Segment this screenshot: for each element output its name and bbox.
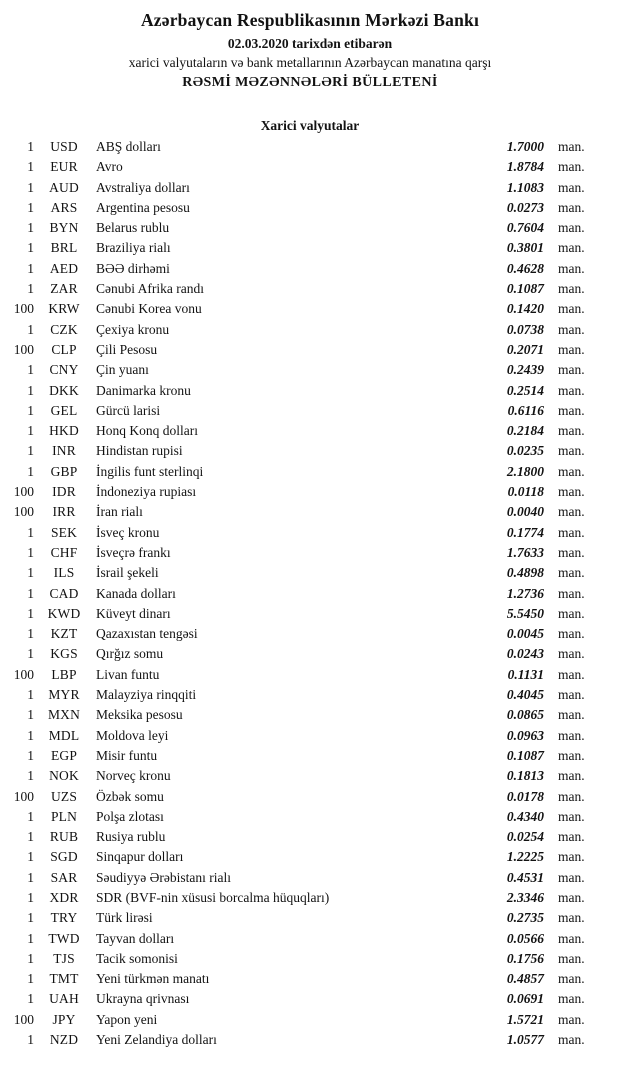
- rate-row: [0, 299, 620, 319]
- quantity-cell: 100: [13, 484, 34, 500]
- unit-cell: man.: [558, 889, 585, 905]
- rate-row: [0, 969, 620, 989]
- rate-row: [0, 908, 620, 928]
- rate-row: [0, 847, 620, 867]
- quantity-cell: 1: [27, 402, 34, 418]
- currency-name-cell: SDR (BVF-nin xüsusi borcalma hüquqları): [96, 889, 330, 905]
- rate-cell: 0.0254: [506, 829, 544, 845]
- quantity-cell: 1: [27, 747, 34, 763]
- unit-cell: man.: [558, 646, 585, 662]
- quantity-cell: 100: [13, 341, 34, 357]
- currency-code-cell: ILS: [53, 565, 75, 581]
- rate-row: [0, 441, 620, 461]
- currency-code-cell: GEL: [50, 402, 78, 418]
- rate-row: [0, 462, 620, 482]
- rate-row: [0, 421, 620, 441]
- unit-cell: man.: [558, 301, 585, 317]
- rate-cell: 0.3801: [506, 240, 544, 256]
- rate-row: [0, 665, 620, 685]
- quantity-cell: 1: [27, 910, 34, 926]
- currency-code-cell: USD: [50, 139, 78, 154]
- quantity-cell: 100: [13, 301, 34, 317]
- currency-code-cell: AUD: [49, 179, 79, 195]
- currency-code-cell: INR: [52, 443, 76, 459]
- rate-cell: 0.4628: [506, 260, 544, 276]
- rate-cell: 0.1756: [506, 950, 544, 966]
- currency-code-cell: CLP: [51, 341, 77, 357]
- unit-cell: man.: [558, 159, 585, 175]
- currency-code-cell: KRW: [48, 301, 80, 317]
- currency-code-cell: SGD: [50, 849, 78, 865]
- currency-name-cell: Ukrayna qrivnası: [96, 991, 190, 1007]
- unit-cell: man.: [558, 362, 585, 378]
- currency-name-cell: Sinqapur dolları: [96, 849, 184, 865]
- currency-name-cell: Səudiyyə Ərəbistanı rialı: [96, 869, 231, 885]
- currency-name-cell: Malayziya rinqqiti: [96, 687, 197, 703]
- unit-cell: man.: [558, 423, 585, 439]
- currency-name-cell: Yeni Zelandiya dolları: [96, 1032, 217, 1048]
- unit-cell: man.: [558, 544, 585, 560]
- currency-name-cell: Qazaxıstan tengəsi: [96, 626, 198, 642]
- rate-cell: 1.2225: [506, 849, 544, 865]
- rate-row: [0, 401, 620, 421]
- bulletin-title: RƏSMİ MƏZƏNNƏLƏRİ BÜLLETENİ: [182, 75, 438, 90]
- unit-cell: man.: [558, 768, 585, 784]
- quantity-cell: 1: [27, 687, 34, 703]
- currency-code-cell: DKK: [49, 382, 79, 398]
- quantity-cell: 1: [27, 321, 34, 337]
- unit-cell: man.: [558, 971, 585, 987]
- currency-code-cell: CNY: [49, 362, 79, 378]
- rate-row: [0, 340, 620, 360]
- rate-cell: 1.7633: [506, 544, 544, 560]
- rate-row: [0, 888, 620, 908]
- currency-name-cell: İngilis funt sterlinqi: [96, 463, 204, 479]
- currency-code-cell: TWD: [48, 930, 80, 946]
- rate-cell: 0.0118: [507, 484, 544, 500]
- unit-cell: man.: [558, 565, 585, 581]
- currency-name-cell: Rusiya rublu: [96, 829, 166, 845]
- rate-row: [0, 178, 620, 198]
- quantity-cell: 1: [27, 362, 34, 378]
- currency-code-cell: IDR: [52, 484, 76, 500]
- currency-code-cell: SAR: [50, 869, 78, 885]
- rate-row: [0, 543, 620, 563]
- quantity-cell: 100: [13, 504, 34, 520]
- currency-name-cell: Braziliya rialı: [96, 240, 171, 256]
- rate-cell: 1.2736: [506, 585, 544, 601]
- quantity-cell: 1: [27, 626, 34, 642]
- rate-cell: 0.4898: [506, 565, 544, 581]
- currency-code-cell: KGS: [50, 646, 78, 662]
- currency-code-cell: UZS: [50, 788, 78, 804]
- rate-row: [0, 685, 620, 705]
- quantity-cell: 1: [27, 423, 34, 439]
- quantity-cell: 1: [27, 240, 34, 256]
- rate-row: [0, 238, 620, 258]
- quantity-cell: 100: [13, 666, 34, 682]
- currency-name-cell: Misir funtu: [96, 747, 158, 763]
- quantity-cell: 1: [27, 159, 34, 175]
- rate-row: [0, 584, 620, 604]
- quantity-cell: 1: [27, 463, 34, 479]
- unit-cell: man.: [558, 687, 585, 703]
- rate-cell: 0.0235: [506, 443, 544, 459]
- rate-row: [0, 624, 620, 644]
- unit-cell: man.: [558, 869, 585, 885]
- unit-cell: man.: [558, 788, 585, 804]
- currency-code-cell: MYR: [48, 687, 80, 703]
- rate-cell: 0.0273: [506, 199, 544, 215]
- unit-cell: man.: [558, 991, 585, 1007]
- quantity-cell: 1: [27, 382, 34, 398]
- unit-cell: man.: [558, 666, 585, 682]
- rate-row: [0, 746, 620, 766]
- currency-code-cell: PLN: [50, 808, 78, 824]
- currency-code-cell: BRL: [50, 240, 78, 256]
- currency-code-cell: XDR: [49, 889, 79, 905]
- currency-name-cell: Honq Konq dolları: [96, 423, 198, 439]
- unit-cell: man.: [558, 463, 585, 479]
- rate-cell: 2.3346: [506, 889, 544, 905]
- rate-cell: 1.7000: [506, 139, 544, 154]
- currency-name-cell: Türk lirəsi: [96, 910, 153, 926]
- quantity-cell: 1: [27, 707, 34, 723]
- unit-cell: man.: [558, 930, 585, 946]
- rate-cell: 0.0865: [506, 707, 544, 723]
- rate-row: [0, 198, 620, 218]
- rate-cell: 0.2184: [506, 423, 544, 439]
- rate-row: [0, 1030, 620, 1050]
- currency-code-cell: GBP: [50, 463, 78, 479]
- quantity-cell: 1: [27, 768, 34, 784]
- rate-cell: 0.1131: [507, 666, 544, 682]
- quantity-cell: 1: [27, 646, 34, 662]
- rate-row: [0, 949, 620, 969]
- currency-name-cell: Cənubi Afrika randı: [96, 281, 204, 297]
- unit-cell: man.: [558, 504, 585, 520]
- unit-cell: man.: [558, 443, 585, 459]
- rate-row: [0, 137, 620, 157]
- currency-code-cell: UAH: [49, 991, 79, 1007]
- quantity-cell: 1: [27, 524, 34, 540]
- quantity-cell: 1: [27, 585, 34, 601]
- rate-cell: 0.6116: [507, 402, 544, 418]
- rate-cell: 0.0963: [506, 727, 544, 743]
- rate-cell: 0.1420: [506, 301, 544, 317]
- currency-code-cell: ZAR: [50, 281, 78, 297]
- currency-code-cell: CZK: [50, 321, 78, 337]
- rate-row: [0, 726, 620, 746]
- currency-name-cell: BƏƏ dirhəmi: [96, 260, 170, 276]
- quantity-cell: 1: [27, 869, 34, 885]
- rate-row: [0, 644, 620, 664]
- rate-cell: 0.0691: [506, 991, 544, 1007]
- quantity-cell: 100: [13, 788, 34, 804]
- quantity-cell: 1: [27, 199, 34, 215]
- rate-row: [0, 482, 620, 502]
- rate-row: [0, 563, 620, 583]
- unit-cell: man.: [558, 829, 585, 845]
- rate-cell: 0.1087: [506, 747, 544, 763]
- rate-row: [0, 523, 620, 543]
- rate-row: [0, 381, 620, 401]
- rate-cell: 0.1774: [506, 524, 544, 540]
- currency-name-cell: Özbək somu: [96, 788, 164, 804]
- unit-cell: man.: [558, 260, 585, 276]
- unit-cell: man.: [558, 402, 585, 418]
- rate-cell: 1.0577: [506, 1032, 544, 1048]
- currency-name-cell: Kanada dolları: [96, 585, 176, 601]
- currency-code-cell: CAD: [49, 585, 79, 601]
- currency-code-cell: TRY: [50, 910, 78, 926]
- currency-name-cell: İsrail şekeli: [96, 565, 159, 581]
- unit-cell: man.: [558, 139, 585, 154]
- quantity-cell: 1: [27, 1032, 34, 1048]
- unit-cell: man.: [558, 220, 585, 236]
- currency-name-cell: Çin yuanı: [96, 362, 149, 378]
- rate-row: [0, 360, 620, 380]
- rate-cell: 1.5721: [506, 1011, 544, 1027]
- rate-cell: 0.7604: [506, 220, 544, 236]
- rate-row: [0, 502, 620, 522]
- rate-cell: 0.4045: [506, 687, 544, 703]
- currency-name-cell: Norveç kronu: [96, 768, 171, 784]
- unit-cell: man.: [558, 321, 585, 337]
- unit-cell: man.: [558, 341, 585, 357]
- quantity-cell: 1: [27, 930, 34, 946]
- rate-row: [0, 868, 620, 888]
- unit-cell: man.: [558, 849, 585, 865]
- currency-name-cell: Çexiya kronu: [96, 321, 170, 337]
- section-title-foreign-currencies: Xarici valyutalar: [260, 118, 360, 133]
- rate-row: [0, 157, 620, 177]
- unit-cell: man.: [558, 707, 585, 723]
- currency-code-cell: NZD: [49, 1032, 79, 1048]
- rate-cell: 0.0178: [506, 788, 544, 804]
- currency-code-cell: BYN: [49, 220, 79, 236]
- quantity-cell: 1: [27, 971, 34, 987]
- currency-name-cell: Livan funtu: [96, 666, 160, 682]
- unit-cell: man.: [558, 199, 585, 215]
- unit-cell: man.: [558, 727, 585, 743]
- rate-row: [0, 1010, 620, 1030]
- unit-cell: man.: [558, 1011, 585, 1027]
- quantity-cell: 1: [27, 605, 34, 621]
- currency-code-cell: EUR: [50, 159, 78, 175]
- quantity-cell: 1: [27, 991, 34, 1007]
- currency-code-cell: TJS: [53, 950, 75, 966]
- unit-cell: man.: [558, 585, 585, 601]
- rate-row: [0, 705, 620, 725]
- quantity-cell: 1: [27, 443, 34, 459]
- currency-code-cell: NOK: [49, 768, 79, 784]
- currency-name-cell: Danimarka kronu: [96, 382, 191, 398]
- currency-name-cell: Hindistan rupisi: [96, 443, 183, 459]
- currency-code-cell: SEK: [50, 524, 78, 540]
- quantity-cell: 1: [27, 544, 34, 560]
- quantity-cell: 1: [27, 281, 34, 297]
- rate-cell: 0.2735: [506, 910, 544, 926]
- unit-cell: man.: [558, 484, 585, 500]
- quantity-cell: 1: [27, 260, 34, 276]
- currency-code-cell: JPY: [52, 1011, 76, 1027]
- currency-code-cell: RUB: [49, 829, 79, 845]
- currency-name-cell: Tacik somonisi: [96, 950, 178, 966]
- currency-name-cell: Qırğız somu: [96, 646, 164, 662]
- unit-cell: man.: [558, 626, 585, 642]
- unit-cell: man.: [558, 1032, 585, 1048]
- currency-name-cell: Küveyt dinarı: [96, 605, 171, 621]
- currency-name-cell: Avstraliya dolları: [96, 179, 190, 195]
- currency-name-cell: İran rialı: [96, 504, 143, 520]
- rate-cell: 0.0040: [506, 504, 544, 520]
- currency-code-cell: KZT: [50, 626, 78, 642]
- currency-name-cell: Meksika pesosu: [96, 707, 183, 723]
- rate-cell: 1.8784: [506, 159, 544, 175]
- quantity-cell: 1: [27, 179, 34, 195]
- rate-row: [0, 604, 620, 624]
- currency-name-cell: Tayvan dolları: [96, 930, 175, 946]
- rate-cell: 0.1813: [506, 768, 544, 784]
- currency-name-cell: Çili Pesosu: [96, 341, 158, 357]
- rate-cell: 0.2514: [506, 382, 544, 398]
- currency-code-cell: IRR: [52, 504, 76, 520]
- currency-name-cell: İsveç kronu: [96, 524, 160, 540]
- rate-cell: 5.5450: [506, 605, 544, 621]
- currency-code-cell: EGP: [50, 747, 78, 763]
- currency-name-cell: Moldova leyi: [96, 727, 169, 743]
- rate-row: [0, 929, 620, 949]
- effective-date-line: 02.03.2020 tarixdən etibarən: [227, 36, 393, 51]
- rate-cell: 0.0045: [506, 626, 544, 642]
- unit-cell: man.: [558, 605, 585, 621]
- unit-cell: man.: [558, 524, 585, 540]
- rate-cell: 0.1087: [506, 281, 544, 297]
- unit-cell: man.: [558, 808, 585, 824]
- subtitle-line: xarici valyutaların və bank metallarının Azərbaycan manatına qarşı: [128, 55, 492, 70]
- rate-row: [0, 827, 620, 847]
- currency-code-cell: AED: [49, 260, 79, 276]
- unit-cell: man.: [558, 382, 585, 398]
- quantity-cell: 1: [27, 220, 34, 236]
- unit-cell: man.: [558, 281, 585, 297]
- rate-cell: 1.1083: [506, 179, 544, 195]
- document-header: [0, 0, 620, 93]
- unit-cell: man.: [558, 240, 585, 256]
- rate-cell: 0.0243: [506, 646, 544, 662]
- currency-code-cell: CHF: [50, 544, 78, 560]
- quantity-cell: 1: [27, 889, 34, 905]
- currency-name-cell: ABŞ dolları: [96, 139, 161, 154]
- rate-cell: 0.0738: [506, 321, 544, 337]
- currency-code-cell: HKD: [49, 423, 79, 439]
- quantity-cell: 1: [27, 849, 34, 865]
- currency-code-cell: MXN: [47, 707, 81, 723]
- rate-cell: 0.0566: [506, 930, 544, 946]
- currency-name-cell: Belarus rublu: [96, 220, 170, 236]
- currency-name-cell: İndoneziya rupiası: [96, 484, 197, 500]
- rate-cell: 0.2071: [506, 341, 544, 357]
- rate-cell: 0.4340: [506, 808, 544, 824]
- currency-name-cell: İsveçrə frankı: [96, 544, 171, 560]
- rate-cell: 0.4531: [506, 869, 544, 885]
- page-title: Azərbaycan Respublikasının Mərkəzi Bankı: [140, 10, 480, 30]
- rate-cell: 0.4857: [506, 971, 544, 987]
- unit-cell: man.: [558, 747, 585, 763]
- rate-row: [0, 787, 620, 807]
- quantity-cell: 1: [27, 565, 34, 581]
- currency-name-cell: Yapon yeni: [96, 1011, 158, 1027]
- currency-code-cell: ARS: [50, 199, 78, 215]
- currency-code-cell: TMT: [49, 971, 79, 987]
- currency-code-cell: MDL: [48, 727, 80, 743]
- currency-name-cell: Gürcü larisi: [96, 402, 161, 418]
- unit-cell: man.: [558, 179, 585, 195]
- rate-row: [0, 259, 620, 279]
- currency-name-cell: Polşa zlotası: [96, 808, 164, 824]
- currency-name-cell: Cənubi Korea vonu: [96, 301, 202, 317]
- quantity-cell: 1: [27, 808, 34, 824]
- currency-code-cell: LBP: [51, 666, 77, 682]
- currency-name-cell: Avro: [96, 159, 123, 175]
- rate-cell: 0.2439: [506, 362, 544, 378]
- currency-code-cell: KWD: [47, 605, 81, 621]
- rate-row: [0, 766, 620, 786]
- rates-table: [0, 137, 620, 1050]
- unit-cell: man.: [558, 910, 585, 926]
- rate-row: [0, 989, 620, 1009]
- quantity-cell: 100: [13, 1011, 34, 1027]
- currency-name-cell: Yeni türkmən manatı: [96, 971, 210, 987]
- rate-cell: 2.1800: [506, 463, 544, 479]
- unit-cell: man.: [558, 950, 585, 966]
- rate-row: [0, 279, 620, 299]
- quantity-cell: 1: [27, 829, 34, 845]
- rate-row: [0, 320, 620, 340]
- quantity-cell: 1: [27, 950, 34, 966]
- quantity-cell: 1: [27, 727, 34, 743]
- quantity-cell: 1: [27, 139, 34, 154]
- rate-row: [0, 218, 620, 238]
- rate-row: [0, 807, 620, 827]
- currency-name-cell: Argentina pesosu: [96, 199, 190, 215]
